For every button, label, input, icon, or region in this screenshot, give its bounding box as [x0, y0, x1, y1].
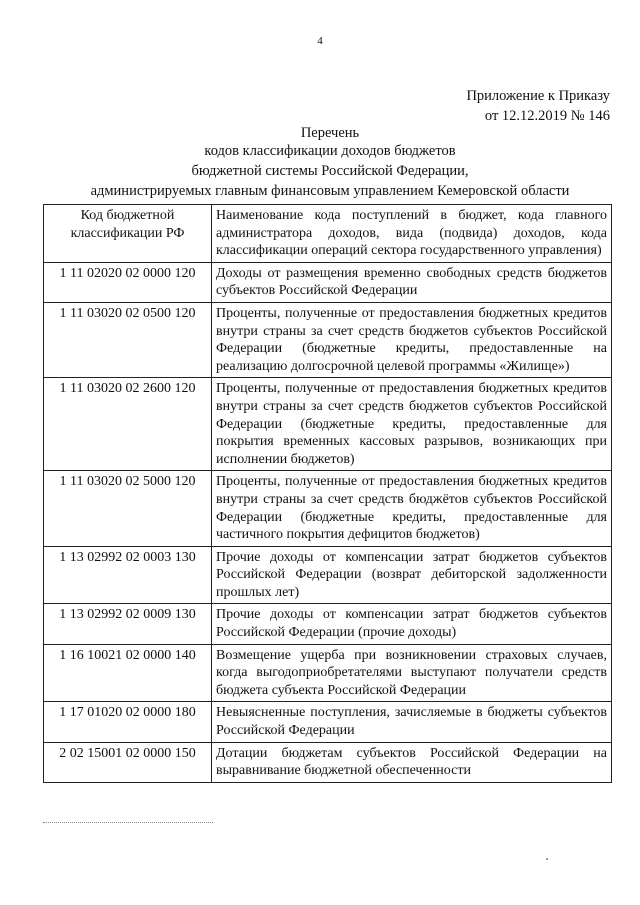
- code-cell: 1 17 01020 02 0000 180: [44, 702, 212, 742]
- code-cell: 1 16 10021 02 0000 140: [44, 644, 212, 702]
- code-cell: 1 11 03020 02 2600 120: [44, 378, 212, 471]
- scan-speck: [546, 858, 548, 860]
- table-header-row: [44, 205, 612, 263]
- code-cell: 1 13 02992 02 0009 130: [44, 604, 212, 644]
- page-number: 4: [317, 35, 323, 47]
- document-subtitle-line-2: бюджетной системы Российской Федерации,: [191, 163, 469, 179]
- table-row: [44, 546, 612, 604]
- document-subtitle-line-1: кодов классификации доходов бюджетов: [204, 143, 456, 159]
- code-cell: 1 11 03020 02 0500 120: [44, 302, 212, 377]
- header-name-cell: Наименование кода поступлений в бюджет, кода главного администратора доходов, вида (подвида) доходов, кода классификации операций сектора государственного управления): [212, 205, 612, 263]
- table-row: [44, 471, 612, 546]
- code-cell: 1 11 02020 02 0000 120: [44, 262, 212, 302]
- name-cell: Прочие доходы от компенсации затрат бюджетов субъектов Российской Федерации (прочие доходы): [212, 604, 612, 644]
- table-row: [44, 262, 612, 302]
- income-codes-table: [43, 204, 612, 783]
- name-cell: Прочие доходы от компенсации затрат бюджетов субъектов Российской Федерации (возврат дебиторской задолженности прошлых лет): [212, 546, 612, 604]
- name-cell: Невыясненные поступления, зачисляемые в бюджеты субъектов Российской Федерации: [212, 702, 612, 742]
- name-cell: Проценты, полученные от предоставления бюджетных кредитов внутри страны за счет средств бюджетов субъектов Российской Федерации (бюджетные кредиты, предоставленные на реализацию долгосрочной целевой программы «Жилище»): [212, 302, 612, 377]
- table-row: [44, 604, 612, 644]
- name-cell: Дотации бюджетам субъектов Российской Федерации на выравнивание бюджетной обеспеченности: [212, 742, 612, 782]
- table-row: [44, 644, 612, 702]
- table-row: [44, 702, 612, 742]
- code-cell: 2 02 15001 02 0000 150: [44, 742, 212, 782]
- code-cell: 1 11 03020 02 5000 120: [44, 471, 212, 546]
- document-subtitle-line-3: администрируемых главным финансовым управлением Кемеровской области: [90, 183, 570, 199]
- appendix-order-date: от 12.12.2019 № 146: [484, 108, 610, 124]
- table-row: [44, 378, 612, 471]
- table-row: [44, 302, 612, 377]
- name-cell: Проценты, полученные от предоставления бюджетных кредитов внутри страны за счет средств бюджетов субъектов Российской Федерации (бюджетные кредиты, предоставленные для покрытия временных кассовых разрывов, возникающих при исполнении бюджетов): [212, 378, 612, 471]
- name-cell: Доходы от размещения временно свободных средств бюджетов субъектов Российской Федерации: [212, 262, 612, 302]
- table-row: [44, 742, 612, 782]
- appendix-title: Приложение к Приказу: [466, 88, 610, 104]
- scan-edge-line: [43, 822, 213, 823]
- header-code-cell: Код бюджетной классификации РФ: [44, 205, 212, 263]
- document-title: Перечень: [300, 125, 360, 141]
- name-cell: Возмещение ущерба при возникновении страховых случаев, когда выгодоприобретателями выступают получатели средств бюджета субъекта Российской Федерации: [212, 644, 612, 702]
- name-cell: Проценты, полученные от предоставления бюджетных кредитов внутри страны за счет средств бюджётов субъектов Российской Федерации (бюджетные кредиты, предоставленные для частичного покрытия дефицитов бюджетов): [212, 471, 612, 546]
- code-cell: 1 13 02992 02 0003 130: [44, 546, 212, 604]
